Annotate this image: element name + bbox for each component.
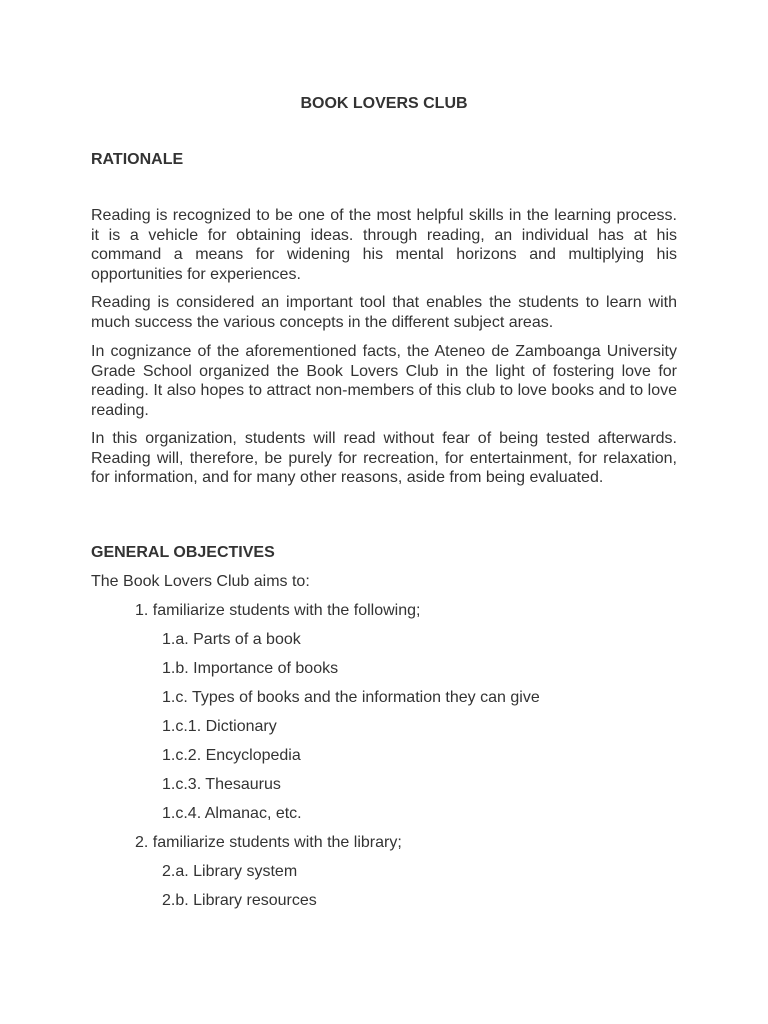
rationale-paragraph-3: In cognizance of the aforementioned facts, the Ateneo de Zamboanga University Grade School organized the Book Lovers Club in the light of fostering love for reading. It also hopes to attract non-members of this club to love books and to love reading.: [91, 343, 677, 419]
objective-item: 1.a. Parts of a book: [162, 631, 301, 648]
objective-item: 1. familiarize students with the following;: [135, 602, 421, 619]
rationale-heading: RATIONALE: [91, 151, 184, 168]
objective-item: 1.c.1. Dictionary: [162, 718, 277, 735]
rationale-paragraph-2: Reading is considered an important tool that enables the students to learn with much success the various concepts in the different subject areas.: [91, 294, 677, 331]
objective-item: 1.c.2. Encyclopedia: [162, 747, 301, 764]
rationale-paragraph-1: Reading is recognized to be one of the most helpful skills in the learning process. it is a vehicle for obtaining ideas. through reading, an individual has at his command a means for widening his mental horizons and multiplying his opportunities for experiences.: [91, 207, 677, 283]
objective-item: 1.c.3. Thesaurus: [162, 776, 281, 793]
objective-item: 2.b. Library resources: [162, 892, 317, 909]
document-page: [91, 0, 677, 1024]
document-title: BOOK LOVERS CLUB: [300, 95, 468, 112]
objectives-intro: The Book Lovers Club aims to:: [91, 573, 310, 590]
objective-item: 1.c.4. Almanac, etc.: [162, 805, 302, 822]
objective-item: 1.c. Types of books and the information they can give: [162, 689, 540, 706]
objective-item: 2.a. Library system: [162, 863, 298, 880]
rationale-paragraph-4: In this organization, students will read without fear of being tested afterwards. Reading will, therefore, be purely for recreation, for entertainment, for relaxation, for information, and for many other reasons, aside from being evaluated.: [91, 430, 677, 486]
objectives-heading: GENERAL OBJECTIVES: [91, 544, 275, 561]
objective-item: 1.b. Importance of books: [162, 660, 339, 677]
objective-item: 2. familiarize students with the library;: [135, 834, 402, 851]
